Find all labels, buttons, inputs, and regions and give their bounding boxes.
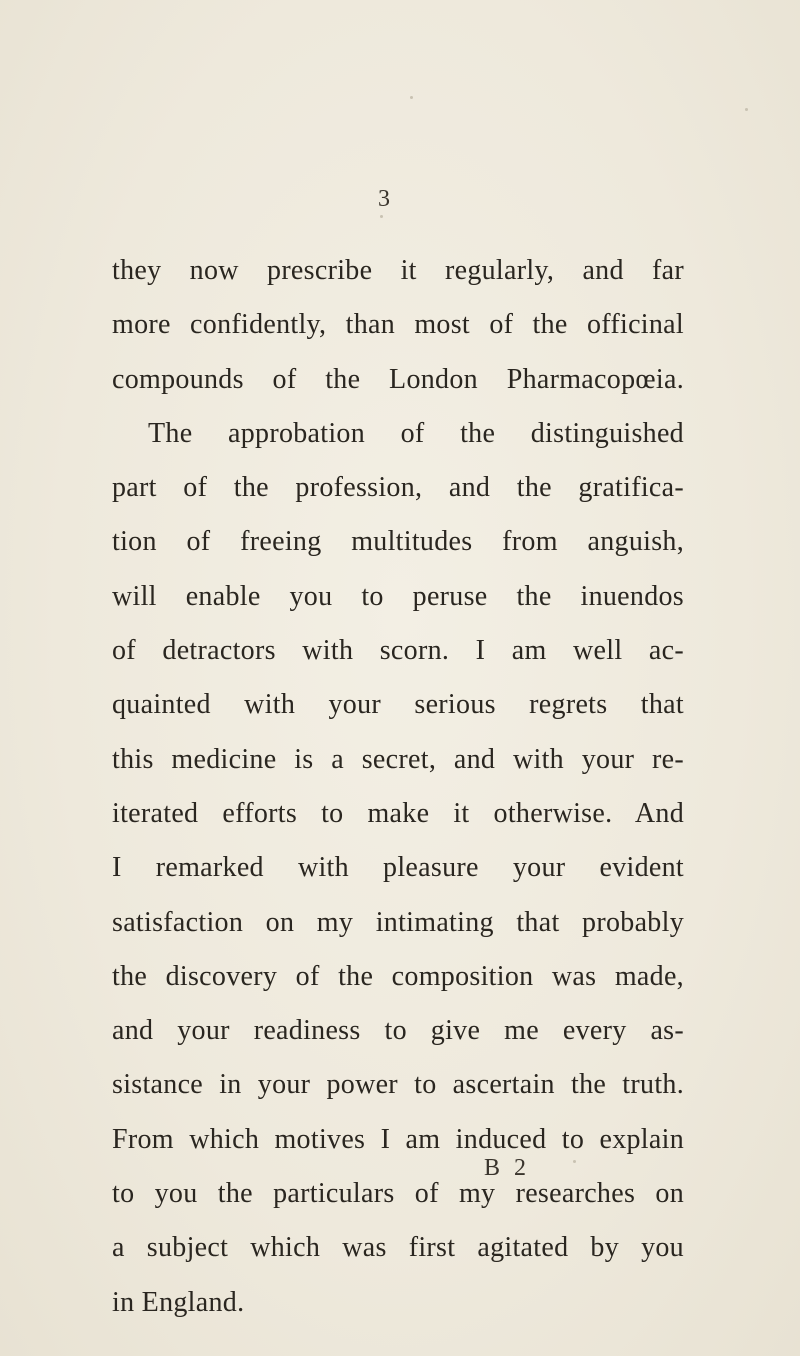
text-line: sistance in your power to ascertain the truth. [112, 1069, 684, 1101]
text-line: quainted with your serious regrets that [112, 689, 684, 721]
text-line: to you the particulars of my researches on [112, 1178, 684, 1210]
text-line: part of the profession, and the gratifica- [112, 472, 684, 504]
text-line: tion of freeing multitudes from anguish, [112, 526, 684, 558]
text-line: in England. [112, 1286, 245, 1318]
text-line: From which motives I am induced to explain [112, 1123, 684, 1155]
paper-speck [410, 96, 413, 99]
body-text [112, 244, 684, 1330]
text-line: a subject which was first agitated by you [112, 1232, 684, 1264]
paper-speck [380, 215, 383, 218]
text-line: of detractors with scorn. I am well ac- [112, 635, 684, 667]
text-line: iterated efforts to make it otherwise. And [112, 797, 684, 829]
paper-speck [573, 1160, 576, 1163]
text-line: will enable you to peruse the inuendos [112, 580, 684, 612]
page-number: 3 [378, 186, 390, 212]
text-line: the discovery of the composition was made, [112, 960, 684, 992]
text-line: compounds of the London Pharmacopœia. [112, 363, 684, 395]
text-line: The approbation of the distinguished [148, 417, 684, 449]
text-line: I remarked with pleasure your evident [112, 852, 684, 884]
text-line: and your readiness to give me every as- [112, 1015, 684, 1047]
text-line: they now prescribe it regularly, and far [112, 255, 684, 286]
text-line: this medicine is a secret, and with your re- [112, 743, 684, 775]
paper-speck [745, 108, 748, 111]
text-line: more confidently, than most of the officinal [112, 309, 684, 341]
text-line: satisfaction on my intimating that probably [112, 906, 684, 938]
signature-mark: B 2 [484, 1155, 531, 1181]
